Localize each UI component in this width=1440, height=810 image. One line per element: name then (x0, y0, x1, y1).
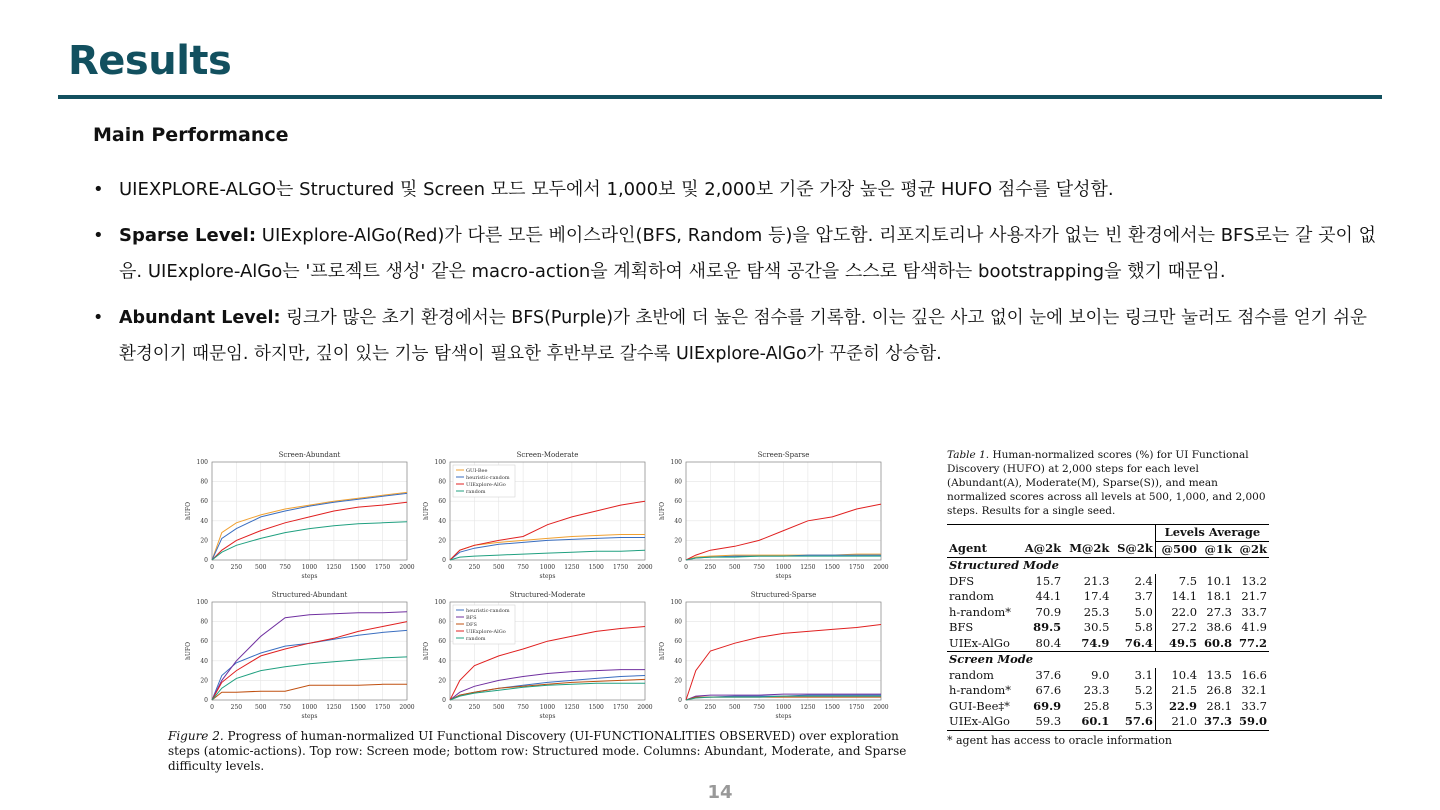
chart-panel (659, 451, 889, 580)
table-cell: 76.4 (1124, 635, 1153, 650)
table-cell: 38.6 (1206, 620, 1232, 634)
x-tick-label: 250 (704, 564, 717, 571)
table-cell: 80.4 (1035, 635, 1062, 650)
y-tick-label: 60 (200, 498, 208, 506)
line-chart-grid (168, 446, 918, 726)
table-cell: 67.6 (1035, 683, 1062, 697)
y-tick-label: 0 (442, 557, 446, 564)
results-table (947, 524, 1269, 731)
y-tick-label: 100 (434, 599, 446, 606)
x-tick-label: 1750 (374, 704, 391, 711)
x-tick-label: 250 (230, 704, 243, 711)
x-tick-label: 1750 (848, 564, 865, 571)
x-tick-label: 750 (279, 704, 291, 711)
y-axis-label: hUFO (423, 501, 430, 521)
legend-entry: BFS (466, 615, 477, 621)
y-tick-label: 60 (438, 498, 446, 506)
table-cell: 22.0 (1155, 605, 1199, 621)
chart-title: Structured-Abundant (271, 591, 348, 599)
table-cell (1063, 525, 1111, 542)
table-cell: 21.7 (1241, 589, 1267, 603)
table-cell: 60.1 (1081, 714, 1110, 728)
table-row (947, 605, 1269, 621)
y-tick-label: 80 (674, 618, 682, 626)
table-cell: 15.7 (1035, 573, 1062, 588)
chart-panel (423, 591, 653, 720)
x-tick-label: 750 (753, 564, 765, 571)
x-tick-label: 1500 (824, 564, 840, 571)
x-tick-label: 750 (279, 564, 291, 571)
x-axis-label: steps (301, 573, 318, 580)
x-tick-label: 750 (517, 704, 529, 711)
table-section-row (947, 558, 1269, 574)
x-tick-label: 0 (684, 564, 688, 571)
y-tick-label: 0 (442, 697, 446, 704)
table-cell: 60.8 (1203, 635, 1232, 650)
x-tick-label: 1250 (800, 704, 816, 711)
table-cell: 9.0 (1091, 667, 1110, 682)
table-caption: Table 1. Human-normalized scores (%) for UI Functional Discovery (HUFO) at 2,000 steps for each level (Abundant(A), Moderate(M), Sparse(S)), and mean normalized scores across all levels at 500, 1,000, and 2,000 steps. Results for a single seed. (947, 449, 1266, 517)
y-tick-label: 0 (678, 557, 682, 564)
y-tick-label: 100 (434, 459, 446, 466)
table-cell: 26.8 (1206, 683, 1232, 697)
table-cell: 44.1 (1035, 589, 1062, 603)
y-tick-label: 80 (438, 478, 446, 486)
agent-name: BFS (949, 620, 974, 634)
table-cell: 21.3 (1083, 573, 1110, 588)
table-cell: 37.3 (1203, 714, 1232, 728)
x-tick-label: 500 (493, 564, 505, 571)
y-axis-label: hUFO (185, 641, 192, 661)
table-cell: 5.0 (1134, 604, 1153, 619)
legend-entry: heuristic-random (466, 608, 510, 614)
x-axis-label: steps (301, 713, 318, 720)
x-tick-label: 1750 (612, 704, 629, 711)
y-axis-label: hUFO (185, 501, 192, 521)
table-cell: 59.3 (1035, 714, 1062, 728)
y-axis-label: hUFO (659, 501, 666, 521)
x-tick-label: 2000 (637, 564, 653, 571)
page-number: 14 (707, 782, 733, 803)
table-cell: 2.4 (1134, 573, 1153, 588)
table-row (947, 574, 1269, 590)
x-tick-label: 1750 (612, 564, 629, 571)
column-header: @1k (1204, 541, 1232, 556)
y-tick-label: 20 (674, 537, 682, 545)
x-tick-label: 0 (448, 564, 452, 571)
table-cell: 16.6 (1241, 667, 1267, 682)
table-row (947, 636, 1269, 652)
figure-2 (168, 446, 918, 766)
table-cell: 3.1 (1134, 667, 1153, 682)
x-axis-label: steps (539, 573, 556, 580)
table-cell: 21.0 (1155, 714, 1199, 730)
chart-title: Screen-Abundant (278, 451, 341, 459)
table-cell: 49.5 (1155, 636, 1199, 652)
chart-panel (185, 591, 415, 720)
x-tick-label: 1000 (301, 704, 318, 711)
table-row (947, 668, 1269, 684)
y-tick-label: 80 (200, 478, 208, 486)
table-cell: 69.9 (1033, 698, 1062, 713)
x-tick-label: 750 (517, 564, 529, 571)
y-tick-label: 20 (438, 537, 446, 545)
x-tick-label: 1500 (824, 704, 840, 711)
x-tick-label: 1000 (775, 704, 792, 711)
x-tick-label: 1250 (800, 564, 816, 571)
page-title: Results (68, 38, 232, 84)
table-cell: 18.1 (1206, 589, 1232, 603)
table-cell: 27.2 (1155, 620, 1199, 636)
x-tick-label: 1500 (588, 704, 604, 711)
y-tick-label: 40 (438, 517, 446, 525)
y-tick-label: 80 (438, 618, 446, 626)
y-tick-label: 40 (674, 517, 682, 525)
x-tick-label: 1000 (539, 564, 556, 571)
chart-title: Screen-Sparse (757, 451, 810, 459)
table-cell: 3.7 (1134, 589, 1153, 603)
chart-title: Structured-Sparse (750, 591, 817, 599)
y-tick-label: 60 (674, 638, 682, 646)
x-tick-label: 1250 (326, 564, 342, 571)
y-tick-label: 80 (200, 618, 208, 626)
x-tick-label: 1250 (564, 704, 580, 711)
legend-entry: random (466, 489, 486, 495)
column-header: M@2k (1069, 541, 1110, 556)
y-tick-label: 0 (204, 697, 208, 704)
x-tick-label: 250 (230, 564, 243, 571)
table-cell: 7.5 (1155, 574, 1199, 590)
x-tick-label: 1500 (350, 704, 366, 711)
agent-name: h-random* (949, 683, 1011, 697)
column-header: S@2k (1117, 541, 1153, 556)
x-tick-label: 500 (493, 704, 505, 711)
x-tick-label: 1000 (539, 704, 556, 711)
table-cell: 57.6 (1124, 714, 1153, 728)
table-cell: 70.9 (1035, 604, 1062, 619)
y-tick-label: 20 (200, 677, 208, 685)
y-tick-label: 20 (674, 677, 682, 685)
table-cell: 5.8 (1134, 620, 1153, 634)
agent-name: h-random* (949, 604, 1011, 619)
bullet-item: • Abundant Level: 링크가 많은 초기 환경에서는 BFS(Purple)가 초반에 더 높은 점수를 기록함. 이는 깊은 사고 없이 눈에 보이는 링크만 눌러도 점수를 얻기 쉬운 환경이기 때문임. 하지만, 깊이 있는 기능 탐색이 필요한 후반부로 갈수록 UIExplore-AlGo가 꾸준히 상승함. (93, 308, 1367, 364)
table-row (947, 699, 1269, 715)
agent-name: GUI-Bee‡* (949, 698, 1010, 713)
x-tick-label: 1500 (588, 564, 604, 571)
bullet-list (93, 172, 1383, 382)
legend-entry: heuristic-random (466, 475, 510, 481)
table-cell: 23.3 (1083, 683, 1110, 697)
table-cell: 10.4 (1155, 668, 1199, 684)
x-tick-label: 250 (704, 704, 717, 711)
y-tick-label: 100 (670, 599, 682, 606)
y-tick-label: 100 (670, 459, 682, 466)
chart-title: Screen-Moderate (516, 451, 579, 459)
x-tick-label: 1000 (301, 564, 318, 571)
x-tick-label: 250 (468, 704, 481, 711)
title-divider (58, 95, 1382, 99)
y-tick-label: 20 (200, 537, 208, 545)
chart-legend (453, 465, 515, 497)
column-header: Agent (949, 541, 987, 556)
table-cell (947, 525, 1019, 542)
table-section-row (947, 652, 1269, 668)
chart-panel (185, 451, 415, 580)
x-tick-label: 0 (448, 704, 452, 711)
y-tick-label: 60 (200, 638, 208, 646)
chart-panel (423, 451, 653, 580)
x-tick-label: 500 (729, 564, 741, 571)
table-cell: 5.3 (1134, 698, 1153, 713)
x-tick-label: 2000 (873, 704, 889, 711)
table-cell: 10.1 (1206, 573, 1232, 588)
y-tick-label: 40 (200, 517, 208, 525)
table-cell: 30.5 (1083, 620, 1110, 634)
y-tick-label: 100 (196, 599, 208, 606)
x-tick-label: 1750 (848, 704, 865, 711)
table-cell: 28.1 (1206, 698, 1232, 713)
y-tick-label: 60 (674, 498, 682, 506)
section-heading: Main Performance (93, 124, 289, 146)
table-cell: 74.9 (1081, 635, 1110, 650)
table-cell (1019, 525, 1063, 542)
table-cell: 14.1 (1155, 589, 1199, 605)
table-cell: 25.8 (1083, 698, 1110, 713)
table-cell: 5.2 (1134, 683, 1153, 697)
agent-name: UIEx-AlGo (949, 635, 1010, 650)
table-header-row (947, 541, 1269, 558)
agent-name: UIEx-AlGo (949, 714, 1010, 728)
bullet-item: • Sparse Level: UIExplore-AlGo(Red)가 다른 모든 베이스라인(BFS, Random 등)을 압도함. 리포지토리나 사용자가 없는 빈 환경에서는 BFS로는 갈 곳이 없음. UIExplore-AlGo는 '프로젝트 생성' 같은 macro-action을 계획하여 새로운 탐색 공간을 스스로 탐색하는 bootstrapping을 했기 때문임. (93, 225, 1377, 282)
legend-entry: UIExplore-AlGo (466, 482, 506, 488)
legend-entry: random (466, 636, 486, 642)
y-tick-label: 40 (674, 657, 682, 665)
bullet-item: • UIEXPLORE-ALGO는 Structured 및 Screen 모드 모두에서 1,000보 및 2,000보 기준 가장 높은 평균 HUFO 점수를 달성함. (93, 179, 1114, 200)
table-footnote: * agent has access to oracle information (947, 733, 1172, 747)
table-cell: 32.1 (1241, 683, 1267, 697)
table-cell: 17.4 (1083, 589, 1110, 603)
agent-name: DFS (949, 573, 975, 588)
table-cell: 22.9 (1155, 699, 1199, 715)
chart-panel (659, 591, 889, 720)
section-label: Structured Mode (949, 558, 1059, 572)
x-tick-label: 500 (255, 564, 267, 571)
y-tick-label: 100 (196, 459, 208, 466)
table-cell: 25.3 (1083, 604, 1110, 619)
column-header: A@2k (1024, 541, 1062, 556)
table-cell: 21.5 (1155, 683, 1199, 699)
table-row (947, 714, 1269, 730)
table-cell: 37.6 (1035, 667, 1062, 682)
x-tick-label: 1250 (326, 704, 342, 711)
table-cell: 59.0 (1238, 714, 1267, 728)
legend-entry: DFS (466, 622, 477, 628)
x-axis-label: steps (775, 713, 792, 720)
x-tick-label: 2000 (399, 704, 415, 711)
y-tick-label: 40 (438, 657, 446, 665)
agent-name: random (949, 589, 994, 603)
y-tick-label: 60 (438, 638, 446, 646)
x-tick-label: 1000 (775, 564, 792, 571)
table-cell: 27.3 (1206, 604, 1232, 619)
x-axis-label: steps (539, 713, 556, 720)
figure-caption: Figure 2. Progress of human-normalized UI Functional Discovery (UI-FUNCTIONALITIES OBSERVED) over exploration steps (atomic-actions). Top row: Screen mode; bottom row: Structured mode. Columns: Abundant, Moderate, and Sparse difficulty levels. (168, 729, 907, 773)
x-axis-label: steps (775, 573, 792, 580)
group-header: Levels Average (1155, 525, 1269, 542)
table-row (947, 589, 1269, 605)
x-tick-label: 0 (210, 704, 214, 711)
table-1 (947, 448, 1269, 747)
chart-title: Structured-Moderate (509, 591, 586, 599)
legend-entry: GUI-Bee (466, 468, 488, 474)
y-axis-label: hUFO (423, 641, 430, 661)
table-cell: 41.9 (1241, 620, 1267, 634)
x-tick-label: 2000 (873, 564, 889, 571)
section-label: Screen Mode (949, 652, 1034, 666)
x-tick-label: 0 (684, 704, 688, 711)
y-tick-label: 80 (674, 478, 682, 486)
table-cell: 77.2 (1238, 635, 1267, 650)
legend-entry: UIExplore-AlGo (466, 629, 506, 635)
table-row (947, 683, 1269, 699)
x-tick-label: 250 (468, 564, 481, 571)
x-tick-label: 0 (210, 564, 214, 571)
y-axis-label: hUFO (659, 641, 666, 661)
x-tick-label: 1250 (564, 564, 580, 571)
table-group-header-row (947, 525, 1269, 542)
x-tick-label: 1750 (374, 564, 391, 571)
table-cell: 33.7 (1241, 698, 1267, 713)
table-row (947, 620, 1269, 636)
y-tick-label: 20 (438, 677, 446, 685)
chart-legend (453, 605, 515, 644)
x-tick-label: 1500 (350, 564, 366, 571)
x-tick-label: 500 (255, 704, 267, 711)
agent-name: random (949, 667, 994, 682)
x-tick-label: 500 (729, 704, 741, 711)
y-tick-label: 0 (204, 557, 208, 564)
x-tick-label: 2000 (637, 704, 653, 711)
y-tick-label: 0 (678, 697, 682, 704)
table-cell: 13.2 (1241, 573, 1267, 588)
table-cell: 33.7 (1241, 604, 1267, 619)
column-header: @2k (1239, 541, 1267, 556)
column-header: @500 (1155, 541, 1199, 558)
x-tick-label: 2000 (399, 564, 415, 571)
table-cell: 13.5 (1206, 667, 1232, 682)
table-cell (1111, 525, 1155, 542)
y-tick-label: 40 (200, 657, 208, 665)
x-tick-label: 750 (753, 704, 765, 711)
table-cell: 89.5 (1033, 620, 1062, 634)
